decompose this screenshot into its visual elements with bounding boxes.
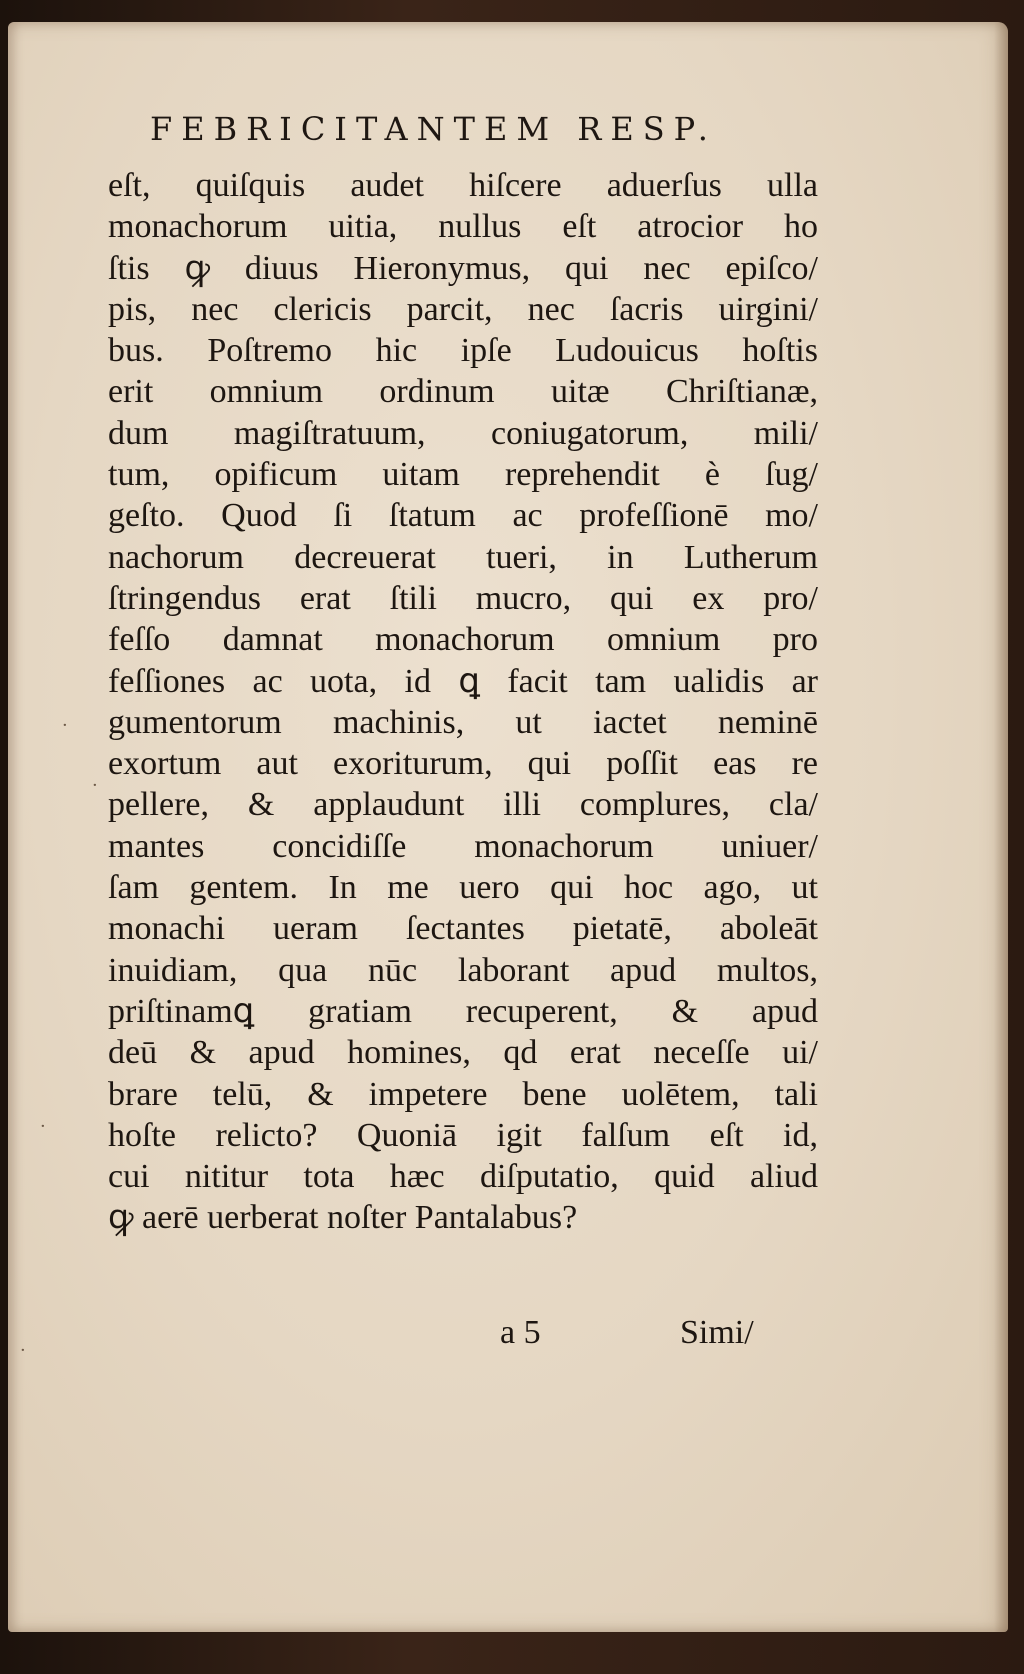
text-line: ſam gentem. In me uero qui hoc ago, ut [108, 869, 818, 907]
text-line: eſt, quiſquis audet hiſcere aduerſus ulla [108, 167, 818, 204]
text-line: exortum aut exoriturum, qui poſſit eas re [108, 745, 818, 783]
text-line: gumentorum machinis, ut iactet neminē [108, 703, 818, 741]
text-line: ꝙ aerē uerberat noſter Pantalabus? [108, 1199, 578, 1237]
text-line: pellere, & applaudunt illi complures, cla/ [108, 786, 818, 824]
text-line: nachorum decreuerat tueri, in Lutherum [108, 538, 818, 576]
text-line: deū & apud homines, qd erat neceſſe ui/ [108, 1034, 818, 1072]
text-line: feſſo damnat monachorum omnium pro [108, 621, 818, 659]
text-line: priſtinamꝗ gratiam recuperent, & apud [108, 992, 818, 1030]
running-head: FEBRICITANTEM RESP. [150, 110, 717, 148]
text-line: monachi ueram ſectantes pietatē, aboleāt [108, 910, 818, 948]
text-line: mantes concidiſſe monachorum uniuer/ [108, 827, 818, 865]
text-line: hoſte relicto? Quoniā igit falſum eſt id, [108, 1116, 818, 1154]
text-line: feſſiones ac uota, id ꝗ facit tam ualidis ar [108, 662, 818, 700]
page-edge-shadow [994, 22, 1008, 1632]
text-line: monachorum uitia, nullus eſt atrocior ho [108, 208, 818, 246]
signature-mark: a 5 [500, 1314, 541, 1351]
text-line: dum magiſtratuum, coniugatorum, mili/ [108, 414, 818, 452]
text-line: inuidiam, qua nūc laborant apud multos, [108, 951, 818, 989]
text-line: erit omnium ordinum uitæ Chriſtianæ, [108, 373, 818, 411]
margin-speck: · [62, 715, 68, 736]
margin-speck: · [20, 1340, 26, 1361]
text-line: brare telū, & impetere bene uolētem, tali [108, 1075, 818, 1113]
text-line: tum, opificum uitam reprehendit è ſug/ [108, 456, 818, 494]
text-line: geſto. Quod ſi ſtatum ac profeſſionē mo/ [108, 497, 818, 535]
margin-speck: · [40, 1116, 46, 1137]
margin-speck: · [92, 775, 98, 796]
body-text [108, 165, 818, 1239]
catchword: Simi/ [680, 1314, 754, 1351]
text-line: cui nititur tota hæc diſputatio, quid aliud [108, 1158, 818, 1196]
text-line: ſtringendus erat ſtili mucro, qui ex pro/ [108, 579, 818, 617]
text-line: pis, nec clericis parcit, nec ſacris uirgini/ [108, 290, 818, 328]
text-line: bus. Poſtremo hic ipſe Ludouicus hoſtis [108, 332, 818, 370]
text-line: ſtis ꝙ diuus Hieronymus, qui nec epiſco/ [108, 249, 818, 287]
